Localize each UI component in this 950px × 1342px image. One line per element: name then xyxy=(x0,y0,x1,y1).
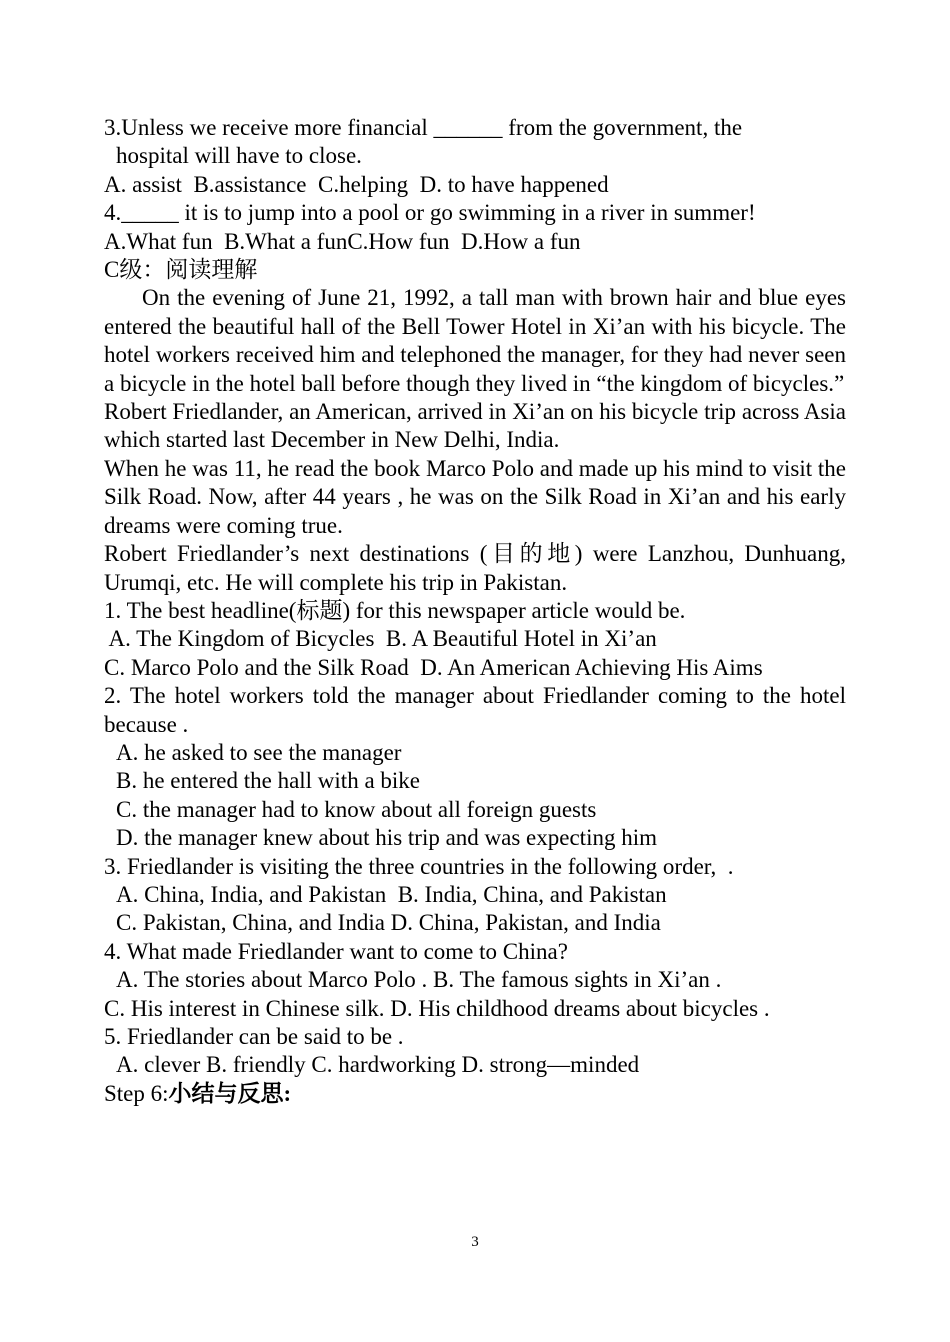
reading-question-3-options: A. China, India, and Pakistan B. India, China, and Pakistan xyxy=(116,881,667,907)
passage-paragraph: Robert Friedlander, an American, arrived in Xi’an on his bicycle trip across Asia which started last December in New Delhi, India. xyxy=(104,399,846,453)
reading-question-4-options: A. The stories about Marco Polo . B. The famous sights in Xi’an . xyxy=(116,967,722,993)
step-6-heading xyxy=(104,1080,846,1108)
reading-question-4-options: C. His interest in Chinese silk. D. His childhood dreams about bicycles . xyxy=(104,995,770,1021)
reading-question-5-stem: 5. Friedlander can be said to be . xyxy=(104,1024,404,1049)
question-3-stem: 3.Unless we receive more financial ______ from the government, the xyxy=(104,115,743,140)
question-3-stem-continued: hospital will have to close. xyxy=(116,143,362,169)
document-page xyxy=(104,114,846,1108)
reading-question-3-stem: 3. Friedlander is visiting the three countries in the following order, . xyxy=(104,853,734,879)
question-4-options: A.What fun B.What a funC.How fun D.How a fun xyxy=(104,228,581,254)
passage-paragraph: On the evening of June 21, 1992, a tall man with brown hair and blue eyes entered the beautiful hall of the Bell Tower Hotel in Xi’an with his bicycle. The hotel workers received him and telephoned the manager, for they had never seen a bicycle in the hotel ball before though they lived in “the kingdom of bicycles.” xyxy=(104,285,846,396)
reading-question-1-options: C. Marco Polo and the Silk Road D. An American Achieving His Aims xyxy=(104,654,763,680)
reading-question-2-option-c: C. the manager had to know about all foreign guests xyxy=(116,796,597,822)
passage-paragraph: When he was 11, he read the book Marco Polo and made up his mind to visit the Silk Road. Now, after 44 years , he was on the Silk Road in Xi’an and his early dreams were coming true. xyxy=(104,455,846,538)
question-4-stem: 4._____ it is to jump into a pool or go swimming in a river in summer! xyxy=(104,200,756,226)
reading-question-4-stem: 4. What made Friedlander want to come to China? xyxy=(104,938,568,964)
reading-question-1-stem: 1. The best headline(标题) for this newspaper article would be. xyxy=(104,597,686,623)
reading-question-2-option-d: D. the manager knew about his trip and was expecting him xyxy=(116,825,657,851)
section-c-heading: C级：阅读理解 xyxy=(104,257,258,283)
reading-question-5-options: A. clever B. friendly C. hardworking D. strong—minded xyxy=(116,1052,640,1078)
reading-question-2-option-a: A. he asked to see the manager xyxy=(116,739,402,765)
step-6-title: 小结与反思: xyxy=(168,1080,292,1106)
page-number: 3 xyxy=(471,1234,479,1250)
step-6-prefix: Step 6: xyxy=(104,1080,169,1106)
reading-question-3-options: C. Pakistan, China, and India D. China, Pakistan, and India xyxy=(116,910,661,936)
passage-paragraph: Robert Friedlander’s next destinations (目的地) were Lanzhou, Dunhuang, Urumqi, etc. He will complete his trip in Pakistan. xyxy=(104,541,846,595)
reading-question-2-option-b: B. he entered the hall with a bike xyxy=(116,768,421,794)
reading-question-2-stem: 2. The hotel workers told the manager about Friedlander coming to the hotel because . xyxy=(104,683,846,737)
question-3-options: A. assist B.assistance C.helping D. to have happened xyxy=(104,171,609,197)
reading-question-1-options: A. The Kingdom of Bicycles B. A Beautiful Hotel in Xi’an xyxy=(104,626,657,652)
